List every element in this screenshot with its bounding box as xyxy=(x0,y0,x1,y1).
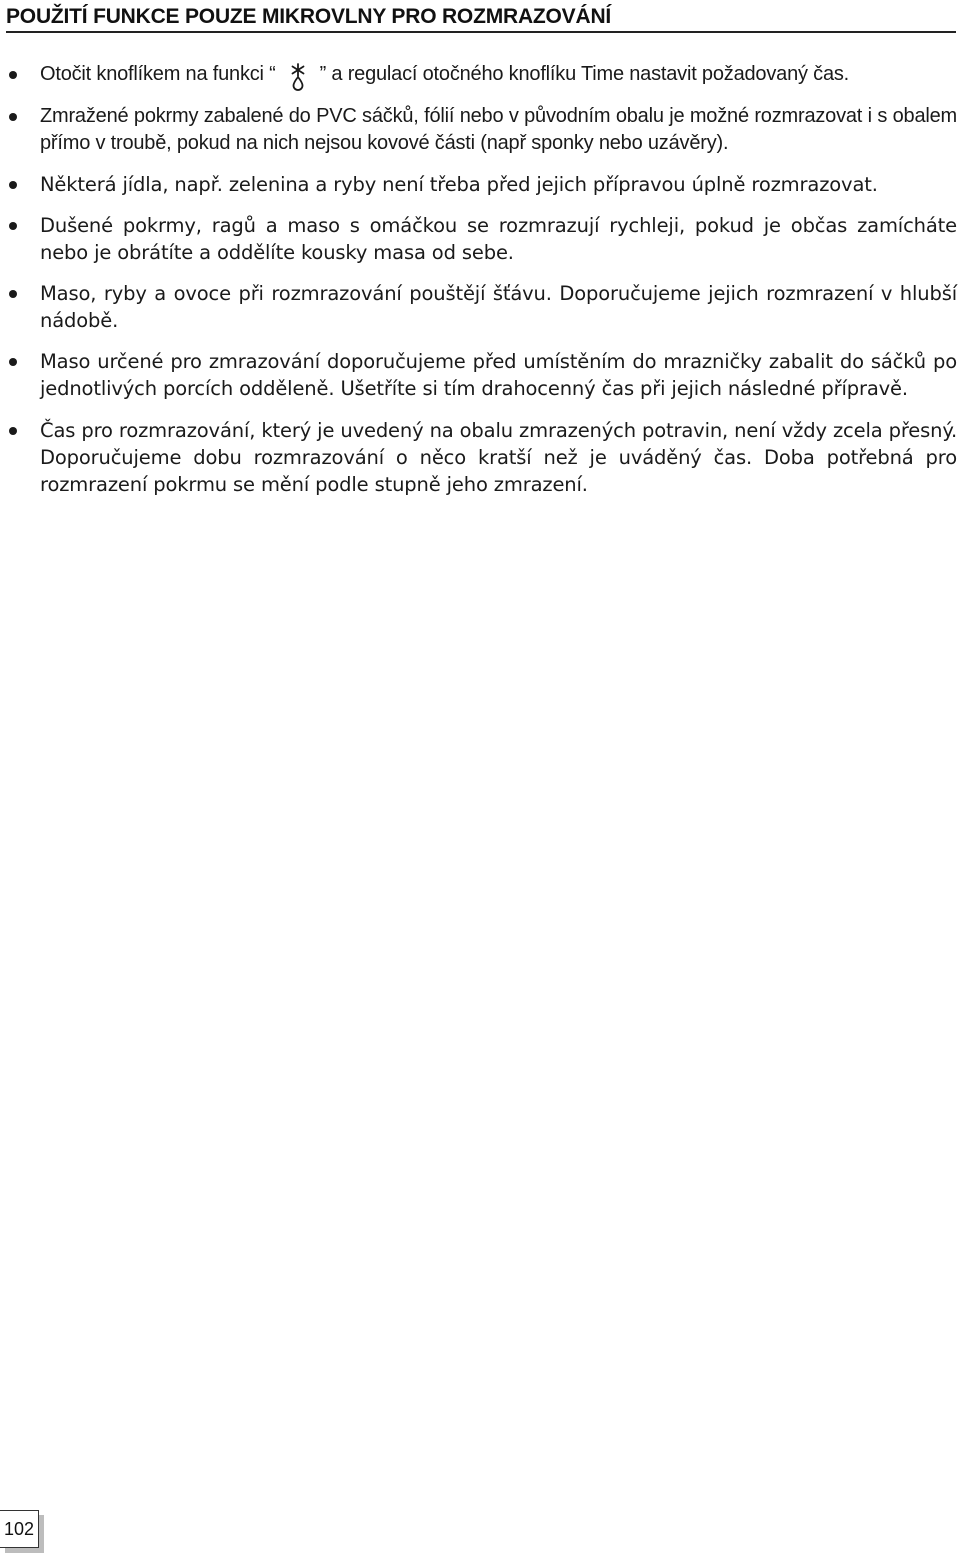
title-underline xyxy=(6,31,956,33)
bullet-icon xyxy=(9,290,17,298)
bullet-icon xyxy=(9,358,17,366)
list-item-text-before-icon: Otočit knoflíkem na funkci “ xyxy=(40,63,276,85)
list-item-text: Dušené pokrmy, ragů a maso s omáčkou se rozmrazují rychleji, pokud je občas zamícháte nebo je obrátíte a oddělíte kousky masa od sebe. xyxy=(40,214,957,264)
list-item-text: Maso určené pro zmrazování doporučujeme před umístěním do mrazničky zabalit do sáčků po jednotlivých porcích odděleně. Ušetříte si tím drahocenný čas při jejich následné přípravě. xyxy=(40,350,957,400)
list-item-text xyxy=(40,61,957,88)
list-item-text-after-icon: ” a regulací otočného knoflíku Time nastavit požadovaný čas. xyxy=(319,63,850,85)
list-item-text: Zmražené pokrmy zabalené do PVC sáčků, fólií nebo v původním obalu je možné rozmrazovat i s obalem přímo v troubě, pokud na nich nejsou kovové části (např sponky nebo uzávěry). xyxy=(40,105,957,154)
bullet-icon xyxy=(9,181,17,189)
defrost-snowflake-drop-icon xyxy=(290,61,306,88)
bullet-icon xyxy=(9,222,17,230)
page-title: POUŽITÍ FUNKCE POUZE MIKROVLNY PRO ROZMRAZOVÁNÍ xyxy=(6,5,612,28)
bullet-icon xyxy=(9,427,17,435)
list-item-text: Maso, ryby a ovoce při rozmrazování pouštějí šťávu. Doporučujeme jejich rozmrazení v hlubší nádobě. xyxy=(40,282,957,332)
bullet-icon xyxy=(9,71,17,79)
list-item-text: Čas pro rozmrazování, který je uvedený na obalu zmrazených potravin, není vždy zcela přesný. Doporučujeme dobu rozmrazování o něco kratší než je uváděný čas. Doba potřebná pro rozmrazení pokrmu se mění podle stupně jeho zmrazení. xyxy=(40,419,957,496)
bullet-icon xyxy=(9,113,17,121)
page-number: 102 xyxy=(0,1510,39,1548)
list-item-text: Některá jídla, např. zelenina a ryby není třeba před jejich přípravou úplně rozmrazovat. xyxy=(40,173,878,196)
